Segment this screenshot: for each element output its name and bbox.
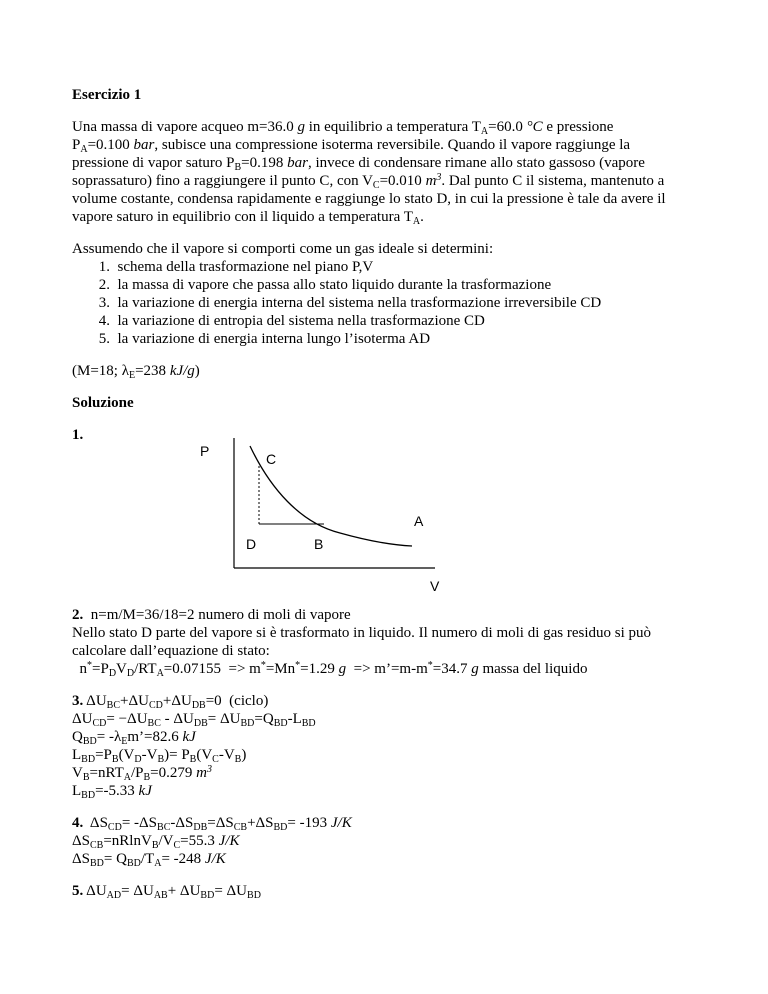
solution-2-line-4: $n^*=P_DV_D/RT_A=0.07155 => m^*=Mn^*=1.29$ g => m’=m-m*=34.7 g massa del liquido	[72, 660, 588, 679]
solution-3-line-1: 3. $\Delta U_{BC}+\Delta U_{CD}+\Delta U_{DB}=0$ (ciclo)	[72, 693, 269, 711]
label-a: A	[414, 513, 424, 529]
solution-2-line-2: Nello stato D parte del vapore si è trasformato in liquido. Il numero di moli di gas residuo si può	[72, 625, 652, 641]
solution-3-line-3: $Q_{BD}=$ $-\lambda_Em’=82.6$ kJ	[72, 729, 196, 747]
list-item: 3. la variazione di energia interna del sistema nella trasformazione irreversibile CD	[98, 295, 602, 311]
problem-line-6: vapore saturo in equilibrio con il liquido a temperatura $T_A$.	[72, 209, 424, 227]
list-item: 1. schema della trasformazione nel piano P,V	[98, 259, 374, 275]
problem-line-3: pressione di vapor saturo $P_B=0.198$ bar, invece di condensare rimane allo stato gassoso (vapore	[72, 155, 645, 173]
solution-3-line-2: $\Delta U_{CD}= -\Delta U_{BC} - \Delta U_{DB}= \Delta U_{BD}=Q_{BD}-L_{BD}$	[72, 711, 316, 729]
pv-diagram	[190, 428, 450, 598]
problem-line-2: $P_A=0.100$ bar, subisce una compressione isoterma reversibile. Quando il vapore raggiunge la	[72, 137, 631, 155]
solution-4-line-2: $\Delta S_{CB}=nRlnV_B/V_C=55.3$ J/K	[72, 833, 240, 851]
problem-line-5: volume costante, condensa rapidamente e raggiunge lo stato D, in cui la pressione è tale da avere il	[72, 191, 666, 207]
solution-3-line-5: $V_B=nRT_A/P_B=0.279$ $m^3$	[72, 764, 212, 783]
tasks-intro: Assumendo che il vapore si comporti come un gas ideale si determini:	[72, 241, 494, 257]
solution-3-line-6: $L_{BD}=-5.33$ kJ	[72, 783, 152, 801]
solution-4-line-1: 4. $\Delta S_{CD}= -\Delta S_{BC}-\Delta S_{DB}=\Delta S_{CB}+\Delta S_{BD}= -193$ J/K	[72, 815, 352, 833]
list-item: 2. la massa di vapore che passa allo stato liquido durante la trasformazione	[98, 277, 552, 293]
label-p: P	[200, 443, 210, 459]
solution-3-line-4: $L_{BD}=P_B(V_D-V_B)= P_B(V_C-V_B)$	[72, 747, 247, 765]
solution-1-number: 1.	[72, 427, 84, 443]
solution-2-line-3: calcolare dall’equazione di stato:	[72, 643, 270, 659]
list-item: 5. la variazione di energia interna lungo l’isoterma AD	[98, 331, 431, 347]
solution-2-line-1: 2. n=m/M=36/18=2 numero di moli di vapore	[72, 607, 351, 623]
solution-5-line-1: 5. $\Delta U_{AD}= \Delta U_{AB}+ \Delta U_{BD}= \Delta U_{BD}$	[72, 883, 261, 901]
tasks-list	[72, 258, 601, 348]
exercise-title: Esercizio 1	[72, 87, 142, 103]
solution-4-line-3: $\Delta S_{BD}= Q_{BD}/T_A= -248$ J/K	[72, 851, 226, 869]
solution-heading: Soluzione	[72, 395, 134, 411]
label-b: B	[314, 536, 324, 552]
label-d: D	[246, 536, 257, 552]
constants: (M=18; $\lambda_E=238$ kJ/g)	[72, 363, 200, 381]
label-v: V	[430, 578, 440, 594]
problem-line-4: soprassaturo) fino a raggiungere il punto C, con $V_C=0.010$ $m^3$. Dal punto C il sistema, mantenuto a	[72, 172, 665, 191]
problem-line-1: Una massa di vapore acqueo m=36.0 g in equilibrio a temperatura $T_A=60.0$ °C e pressione	[72, 119, 614, 137]
label-c: C	[266, 451, 277, 467]
list-item: 4. la variazione di entropia del sistema nella trasformazione CD	[98, 313, 485, 329]
